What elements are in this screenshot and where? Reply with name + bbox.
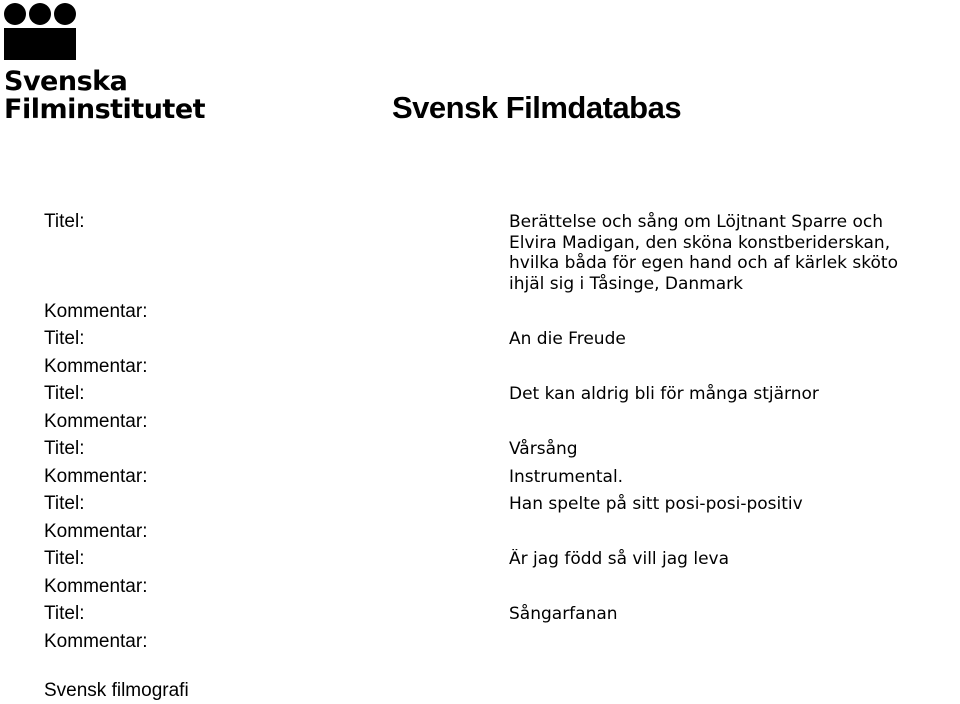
title-label: Titel: <box>44 383 85 404</box>
logo-line-1: Svenska <box>4 66 128 97</box>
comment-label: Kommentar: <box>44 411 148 432</box>
title-label: Titel: <box>44 328 85 349</box>
title-value: Sångarfanan <box>509 604 618 624</box>
comment-row <box>44 465 960 492</box>
page-title: Svensk Filmdatabas <box>392 90 682 125</box>
svenska-filminstitutet-logo <box>2 2 206 127</box>
comment-label: Kommentar: <box>44 356 148 377</box>
comment-label: Kommentar: <box>44 521 148 542</box>
title-line: ihjäl sig i Tåsinge, Danmark <box>509 273 743 294</box>
title-line: Berättelse och sång om Löjtnant Sparre och <box>509 212 883 232</box>
comment-row <box>44 300 960 327</box>
title-value: Är jag född så vill jag leva <box>509 549 730 569</box>
title-row <box>44 210 960 300</box>
title-label: Titel: <box>44 603 85 624</box>
comment-row <box>44 520 960 547</box>
title-row <box>44 382 960 410</box>
comment-label: Kommentar: <box>44 301 148 322</box>
footer-source-label: Svensk filmografi <box>44 680 189 701</box>
title-value: Vårsång <box>509 439 578 459</box>
title-label: Titel: <box>44 211 85 232</box>
comment-label: Kommentar: <box>44 466 148 487</box>
comment-label: Kommentar: <box>44 576 148 597</box>
comment-row <box>44 355 960 382</box>
title-label: Titel: <box>44 438 85 459</box>
logo-wordmark <box>4 68 205 124</box>
title-row <box>44 327 960 355</box>
title-label: Titel: <box>44 493 85 514</box>
logo-dots-icon <box>2 2 82 62</box>
comment-row <box>44 575 960 602</box>
title-label: Titel: <box>44 548 85 569</box>
title-value: An die Freude <box>509 329 626 349</box>
filmography-music-list <box>44 210 960 657</box>
title-value: Det kan aldrig bli för många stjärnor <box>509 384 819 404</box>
comment-row <box>44 630 960 657</box>
logo-line-2: Filminstitutet <box>4 94 206 125</box>
title-value <box>509 212 960 294</box>
title-row <box>44 437 960 465</box>
comment-row <box>44 410 960 437</box>
title-value: Han spelte på sitt posi-posi-positiv <box>509 494 803 514</box>
comment-label: Kommentar: <box>44 631 148 652</box>
title-line: Elvira Madigan, den sköna konstberiderskan, <box>509 232 891 253</box>
comment-value: Instrumental. <box>509 467 624 487</box>
title-row <box>44 492 960 520</box>
title-row <box>44 602 960 630</box>
title-row <box>44 547 960 575</box>
title-line: hvilka båda för egen hand och af kärlek sköto <box>509 253 898 273</box>
